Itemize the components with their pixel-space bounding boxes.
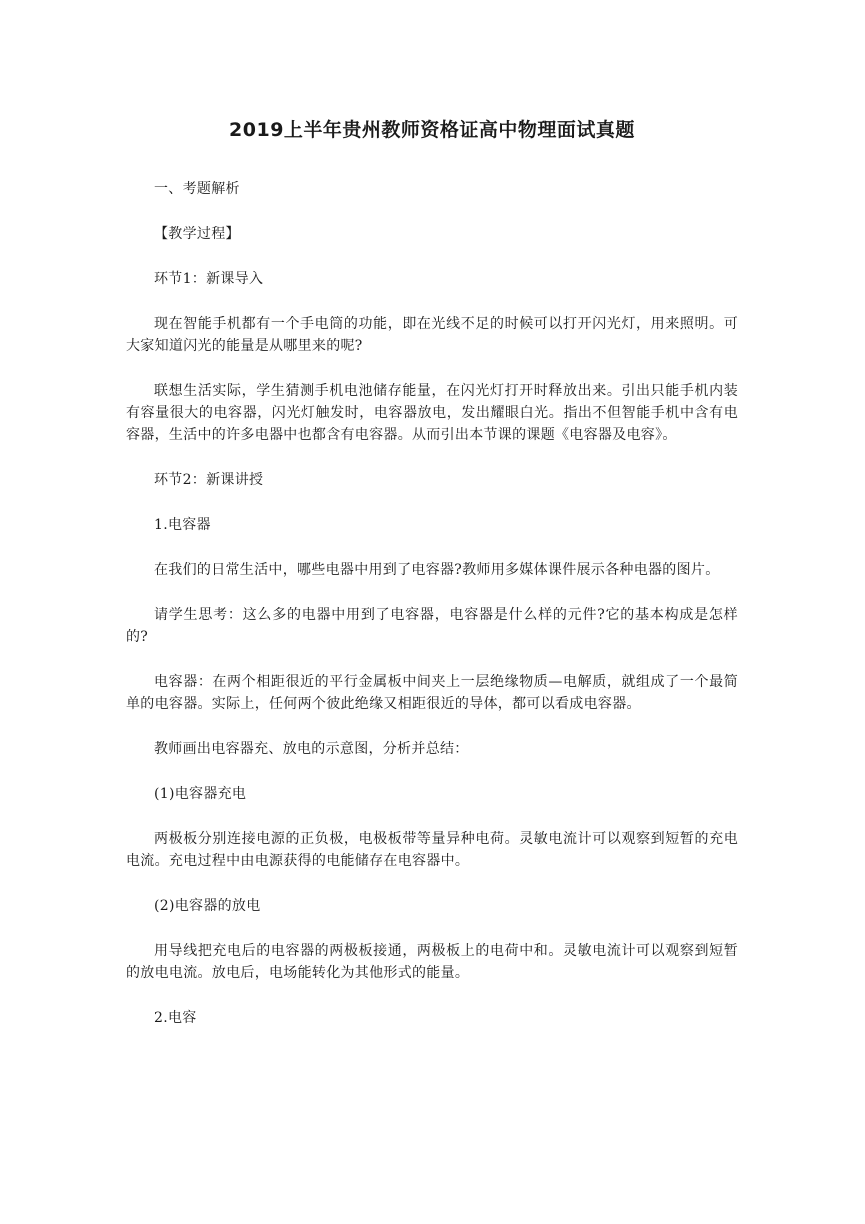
paragraph: 两极板分别连接电源的正负极，电极板带等量异种电荷。灵敏电流计可以观察到短暂的充电电流。充电过程中由电源获得的电能储存在电容器中。 <box>126 831 738 869</box>
item-heading: 2.电容 <box>154 1010 197 1026</box>
document-title: 2019上半年贵州教师资格证高中物理面试真题 <box>229 119 635 141</box>
paragraph: 用导线把充电后的电容器的两极板接通，两极板上的电荷中和。灵敏电流计可以观察到短暂的放电电流。放电后，电场能转化为其他形式的能量。 <box>126 943 738 981</box>
item-heading: (2)电容器的放电 <box>154 898 261 914</box>
document-body <box>126 117 738 1052</box>
subsection-heading: 【教学过程】 <box>154 226 240 242</box>
paragraph: 联想生活实际，学生猜测手机电池储存能量，在闪光灯打开时释放出来。引出只能手机内装有容量很大的电容器，闪光灯触发时，电容器放电，发出耀眼白光。指出不但智能手机中含有电容器，生活中的许多电器中也都含有电容器。从而引出本节课的课题《电容器及电容》。 <box>126 383 738 443</box>
paragraph: 在我们的日常生活中，哪些电器中用到了电容器?教师用多媒体课件展示各种电器的图片。 <box>154 562 720 578</box>
section-heading: 一、考题解析 <box>154 181 240 197</box>
item-heading: 1.电容器 <box>154 517 211 533</box>
paragraph: 教师画出电容器充、放电的示意图，分析并总结： <box>154 741 469 757</box>
step-heading: 环节2：新课讲授 <box>154 472 264 488</box>
paragraph: 请学生思考：这么多的电器中用到了电容器，电容器是什么样的元件?它的基本构成是怎样的? <box>126 607 738 645</box>
paragraph: 现在智能手机都有一个手电筒的功能，即在光线不足的时候可以打开闪光灯，用来照明。可大家知道闪光的能量是从哪里来的呢? <box>126 316 738 354</box>
step-heading: 环节1：新课导入 <box>154 271 264 287</box>
paragraph: 电容器：在两个相距很近的平行金属板中间夹上一层绝缘物质—电解质，就组成了一个最简单的电容器。实际上，任何两个彼此绝缘又相距很近的导体，都可以看成电容器。 <box>126 674 738 712</box>
item-heading: (1)电容器充电 <box>154 786 247 802</box>
